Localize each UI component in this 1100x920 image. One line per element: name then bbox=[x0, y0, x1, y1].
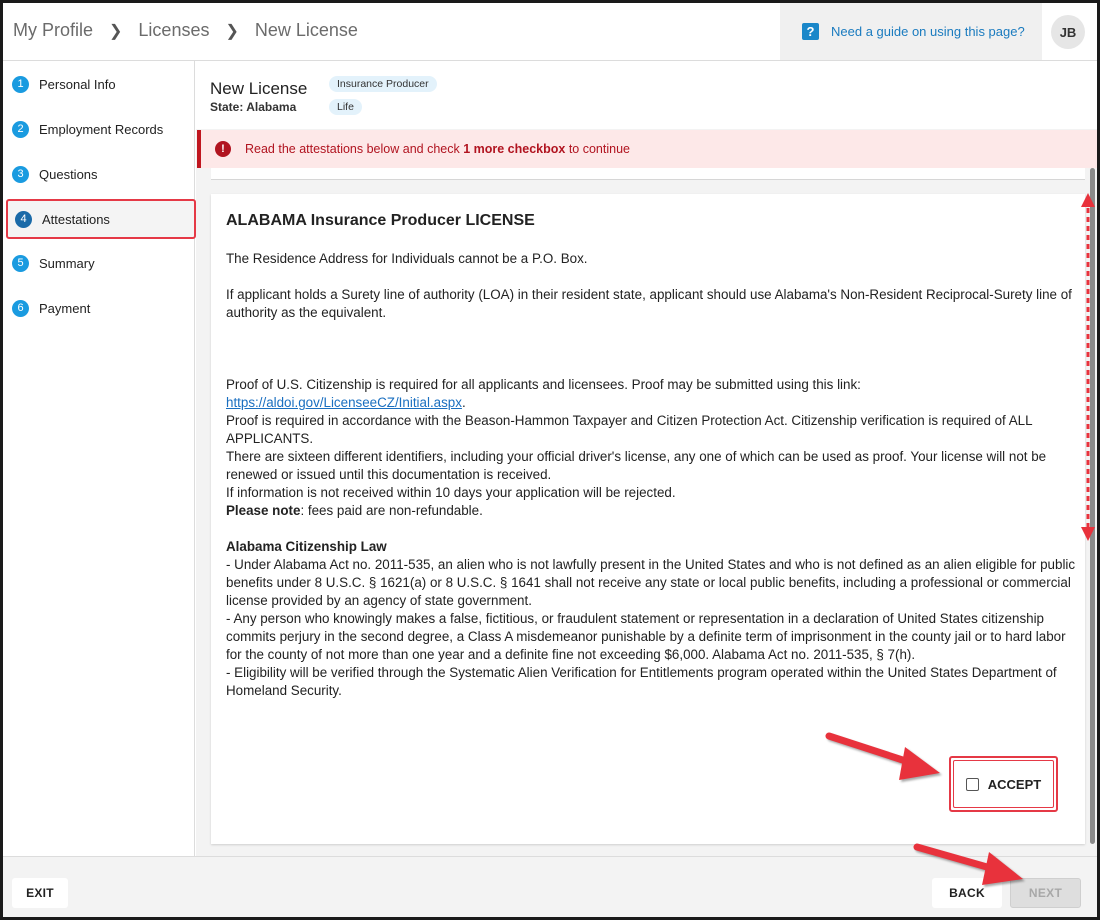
steps-sidebar bbox=[3, 61, 195, 856]
next-button[interactable]: NEXT bbox=[1010, 878, 1081, 908]
accept-label[interactable]: ACCEPT bbox=[987, 776, 1042, 792]
footer-bar bbox=[3, 856, 1097, 917]
accept-checkbox[interactable] bbox=[966, 778, 979, 791]
top-bar bbox=[3, 3, 1097, 61]
exit-button[interactable]: EXIT bbox=[12, 878, 68, 908]
license-state: State: Alabama bbox=[210, 100, 297, 114]
attestation-paragraph: The Residence Address for Individuals cannot be a P.O. Box. bbox=[226, 251, 588, 266]
attestation-paragraph: If applicant holds a Surety line of authority (LOA) in their resident state, applicant should use Alabama's Non-Resident Reciprocal-Surety line of authority as the equivalent. bbox=[226, 287, 1072, 320]
sidebar-item-label: Personal Info bbox=[39, 76, 116, 92]
attestation-paragraph: If information is not received within 10 days your application will be rejected. bbox=[226, 485, 676, 500]
attestation-title: ALABAMA Insurance Producer LICENSE bbox=[226, 212, 535, 229]
sidebar-item-questions[interactable] bbox=[10, 157, 188, 191]
step-number-badge: 2 bbox=[12, 121, 29, 138]
sidebar-item-summary[interactable] bbox=[10, 246, 188, 280]
attestation-paragraph: Proof of U.S. Citizenship is required for all applicants and licensees. Proof may be submitted using this link: https://aldoi.gov/LicenseeCZ/Initial.aspx. bbox=[226, 377, 861, 410]
sidebar-item-label: Summary bbox=[39, 255, 95, 271]
alert-banner bbox=[197, 130, 1097, 168]
law-title: Alabama Citizenship Law bbox=[226, 539, 387, 554]
sidebar-item-label: Payment bbox=[39, 300, 91, 316]
chevron-right-icon: ❯ bbox=[109, 22, 123, 40]
breadcrumb-my-profile[interactable]: My Profile bbox=[13, 20, 94, 40]
law-paragraph: - Eligibility will be verified through the Systematic Alien Verification for Entitlements program operated within the United States Department of Homeland Security. bbox=[226, 665, 1057, 698]
step-number-badge: 6 bbox=[12, 300, 29, 317]
alert-text: Read the attestations below and check 1 more checkbox to continue bbox=[245, 142, 630, 156]
attestation-body bbox=[226, 250, 1076, 700]
sidebar-item-personal-info[interactable] bbox=[10, 67, 188, 101]
law-paragraph: - Any person who knowingly makes a false, fictitious, or fraudulent statement or representation in a declaration of United States citizenship commits perjury in the second degree, a Class A misdemeanor punishable by a definite term of imprisonment in the county jail or to hard labor for the county of not more than one year and a definite fine not exceeding $6,000. Alabama Act no. 2011-535, § 7(h). bbox=[226, 611, 1066, 662]
step-number-badge: 3 bbox=[12, 166, 29, 183]
attestation-paragraph: There are sixteen different identifiers, including your official driver's license, any one of which can be used as proof. Your license will not be renewed or issued until this documentation is received. bbox=[226, 449, 1047, 482]
law-paragraph: - Under Alabama Act no. 2011-535, an alien who is not lawfully present in the United States and who is not defined as an alien eligible for public benefits under 8 U.S.C. § 1621(a) or 8 U.S.C. § 1641 shall not receive any state or local public benefits, including a professional or commercial license provided by an agency of state government. bbox=[226, 557, 1076, 608]
guide-link[interactable] bbox=[780, 3, 1042, 60]
previous-card-edge bbox=[211, 168, 1085, 180]
sidebar-item-employment-records[interactable] bbox=[10, 112, 188, 146]
scrollbar-thumb[interactable] bbox=[1090, 168, 1095, 844]
sidebar-item-payment[interactable] bbox=[10, 291, 188, 325]
chevron-right-icon: ❯ bbox=[225, 22, 239, 40]
citizenship-proof-link[interactable]: https://aldoi.gov/LicenseeCZ/Initial.aspx bbox=[226, 395, 462, 410]
main-content bbox=[196, 61, 1097, 856]
sidebar-item-label: Attestations bbox=[42, 211, 110, 227]
avatar[interactable]: JB bbox=[1051, 15, 1085, 49]
guide-label[interactable]: Need a guide on using this page? bbox=[831, 24, 1025, 39]
help-icon: ? bbox=[802, 23, 819, 40]
breadcrumb-new-license: New License bbox=[254, 20, 358, 40]
tag-line-of-authority: Life bbox=[329, 99, 362, 115]
step-number-badge: 5 bbox=[12, 255, 29, 272]
accept-checkbox-control[interactable] bbox=[953, 760, 1054, 808]
attestation-card bbox=[211, 194, 1085, 844]
license-header bbox=[196, 61, 1097, 129]
step-number-badge: 4 bbox=[15, 211, 32, 228]
sidebar-item-label: Questions bbox=[39, 166, 98, 182]
sidebar-item-label: Employment Records bbox=[39, 121, 164, 137]
breadcrumb-licenses[interactable]: Licenses bbox=[138, 20, 210, 40]
scrollbar[interactable] bbox=[1089, 168, 1097, 856]
step-number-badge: 1 bbox=[12, 76, 29, 93]
error-icon: ! bbox=[215, 141, 231, 157]
attestation-paragraph: Proof is required in accordance with the Beason-Hammon Taxpayer and Citizen Protection Act. Citizenship verification is required of ALL APPLICANTS. bbox=[226, 413, 1033, 446]
page-title: New License bbox=[210, 79, 308, 98]
breadcrumb bbox=[13, 20, 358, 41]
attestation-note: Please note: fees paid are non-refundable. bbox=[226, 503, 483, 518]
sidebar-item-attestations[interactable] bbox=[6, 199, 196, 239]
back-button[interactable]: BACK bbox=[932, 878, 1002, 908]
tag-license-type: Insurance Producer bbox=[329, 76, 437, 92]
accept-highlight bbox=[949, 756, 1058, 812]
